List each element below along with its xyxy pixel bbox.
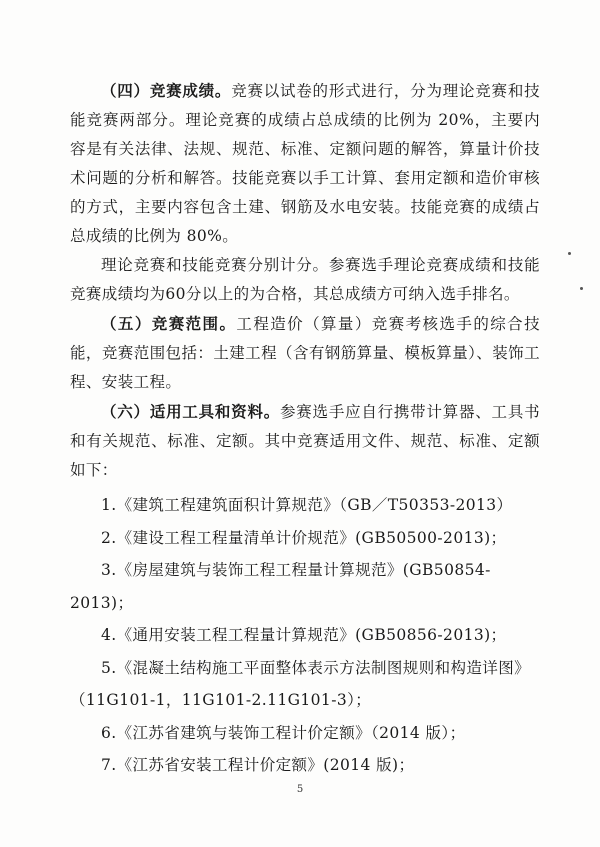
list-item: 4.《通用安装工程工程量计算规范》(GB50856-2013)； (101, 626, 507, 644)
section-heading-tools: （六）适用工具和资料。 (101, 402, 280, 421)
section-heading-scores: （四）竞赛成绩。 (101, 81, 232, 100)
reference-list (70, 489, 540, 782)
list-item: 5.《混凝土结构施工平面整体表示方法制图规则和构造详图》 (101, 658, 530, 677)
section-tools-materials (70, 397, 540, 485)
list-item: 2.《建设工程工程量清单计价规范》(GB50500-2013)； (101, 528, 507, 547)
document-body (70, 76, 540, 782)
scan-speck (580, 287, 583, 290)
section-body-scope: 工程造价（算量）竞赛考核选手的综合技能，竞赛范围包括：土建工程（含有钢筋算量、模板算量）、装饰工程、安装工程。 (70, 315, 540, 391)
section-heading-scope: （五）竞赛范围。 (101, 314, 237, 333)
list-item: 7.《江苏省安装工程计价定额》(2014 版)； (101, 756, 415, 774)
section-body-scores: 竞赛以试卷的形式进行，分为理论竞赛和技能竞赛两部分。理论竞赛的成绩占总成绩的比例为 20%，主要内容是有关法律、法规、规范、标准、定额问题的解答，算量计价技术问题的分析和解答。技能竞赛以手工计算、套用定额和造价审核的方式，主要内容包含土建、钢筋及水电安装。技能竞赛的成绩占总成绩的比例为 80%。 (70, 82, 540, 245)
section-competition-scores (70, 76, 540, 251)
list-item: 3.《房屋建筑与装饰工程工程量计算规范》(GB50854-2013)； (70, 561, 491, 612)
list-item-continuation: （11G101-1，11G101-2.11G101-3）； (70, 691, 372, 709)
section-competition-scope (70, 309, 540, 397)
list-item: 6.《江苏省建筑与装饰工程计价定额》（2014 版）； (101, 723, 466, 742)
section-body-tools: 参赛选手应自行携带计算器、工具书和有关规范、标准、定额。其中竞赛适用文件、规范、标准、定额如下： (70, 403, 540, 479)
list-item: 1.《建筑工程建筑面积计算规范》（GB／T50353-2013） (101, 496, 513, 514)
page-number: 5 (296, 784, 304, 795)
scan-speck (568, 252, 571, 255)
paragraph-scoring-rules: 理论竞赛和技能竞赛分别计分。参赛选手理论竞赛成绩和技能竞赛成绩均为60分以上的为合格，其总成绩方可纳入选手排名。 (70, 256, 540, 303)
